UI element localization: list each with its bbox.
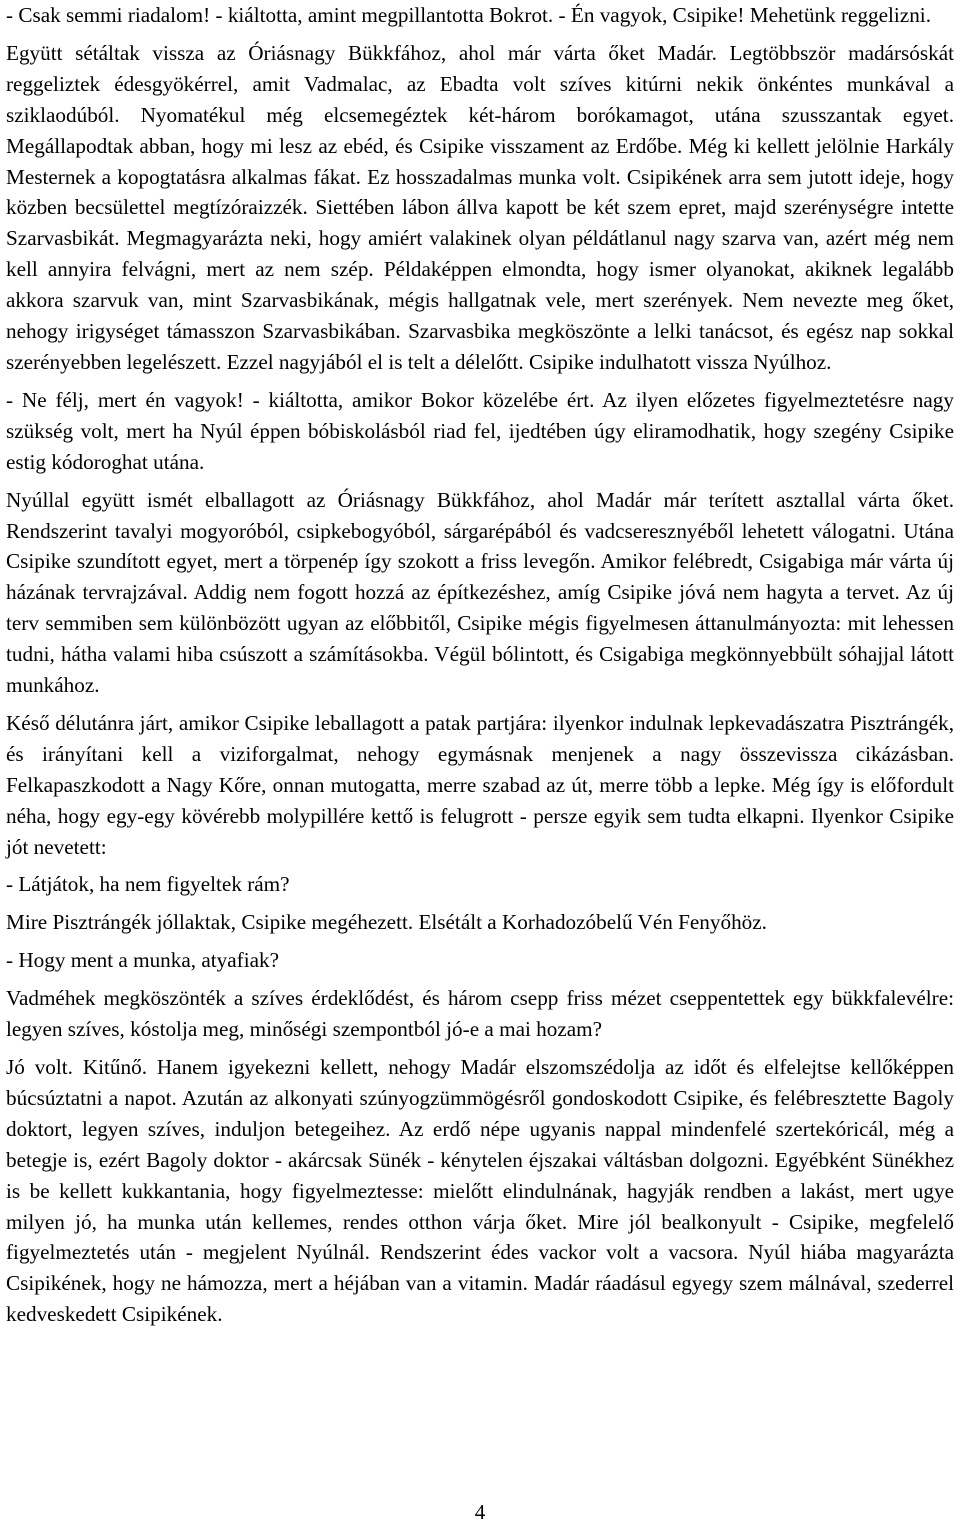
paragraph-10: Jó volt. Kitűnő. Hanem igyekezni kellett, nehogy Madár elszomszédolja az időt és elfelejtse kellőképpen búcsúztatni a napot. Azután az alkonyati szúnyogzümmögésről gondoskodott Csipike, és felébresztette Bagoly doktort, legyen szíves, induljon betegeihez. Az erdő népe ugyanis nappal mindenfelé szertekóricál, még a betegje is, ezért Bagoly doktor - akárcsak Sünék - kénytelen éjszakai váltásban dolgozni. Egyébként Sünékhez is be kellett kukkantania, hogy figyelmeztesse: mielőtt elindulnának, hagyják rendben a lakást, mert ugye milyen jó, ha munka után kellemes, rendes otthon várja őket. Mire jól bealkonyult - Csipike, megfelelő figyelmeztetés után - megjelent Nyúlnál. Rendszerint édes vackor volt a vacsora. Nyúl hiába magyarázta Csipikének, hogy ne hámozza, mert a héjában van a vitamin. Madár ráadásul egyegy szem málnával, szederrel kedveskedett Csipikének. bbox=[6, 1055, 954, 1327]
paragraph-9: Vadméhek megköszönték a szíves érdeklődést, és három csepp friss mézet cseppentettek egy bükkfalevélre: legyen szíves, kóstolja meg, minőségi szempontból jó-e a mai hozam? bbox=[6, 986, 954, 1042]
paragraph-6: - Látjátok, ha nem figyeltek rám? bbox=[6, 872, 290, 897]
paragraph-4: Nyúllal együtt ismét elballagott az Óriásnagy Bükkfához, ahol Madár már terített asztallal várta őket. Rendszerint tavalyi mogyoróból, csipkebogyóból, sárgarépából és vadcseresznyéből lehetett válogatni. Utána Csipike szundított egyet, mert a törpenép így szokott a friss levegőn. Amikor felébredt, Csigabiga már várta új házának tervrajzával. Addig nem fogott hozzá az építkezéshez, amíg Csipike jóvá nem hagyta a tervet. Az új terv semmiben sem különbözött ugyan az előbbitől, Csipike mégis figyelmesen áttanulmányozta: mit lehessen tudni, hátha valami hiba csúszott a számításokba. Végül bólintott, és Csigabiga megkönnyebbült sóhajjal látott munkához. bbox=[6, 487, 954, 698]
paragraph-7: Mire Pisztrángék jóllaktak, Csipike megéhezett. Elsétált a Korhadozóbelű Vén Fenyőhöz. bbox=[6, 910, 767, 935]
document-page bbox=[6, 0, 954, 1337]
page-number: 4 bbox=[474, 1500, 486, 1524]
paragraph-5: Késő délutánra járt, amikor Csipike leballagott a patak partjára: ilyenkor indulnak lepkevadászatra Pisztrángék, és irányítani kell a viziforgalmat, nehogy egymásnak menjenek a nagy összevissza cikázásban. Felkapaszkodott a Nagy Kőre, onnan mutogatta, merre szabad az út, merre több a lepke. Még így is előfordult néha, hogy egy-egy kövérebb molypillére kettő is felugrott - persze egyik sem tudta elkapni. Ilyenkor Csipike jót nevetett: bbox=[6, 710, 954, 859]
paragraph-2: Együtt sétáltak vissza az Óriásnagy Bükkfához, ahol már várta őket Madár. Legtöbbször madársóskát reggeliztek édesgyökérrel, amit Vadmalac, az Ebadta volt szíves kitúrni nekik önkéntes munkával a sziklaodúból. Nyomatékul még elcsemegéztek két-három borókamagot, utána szusszantak egyet. Megállapodtak abban, hogy mi lesz az ebéd, és Csipike visszament az Erdőbe. Még ki kellett jelölnie Harkály Mesternek a kopogtatásra alkalmas fákat. Ez hosszadalmas munka volt. Csipikének arra sem jutott ideje, hogy közben becsülettel megtízóraizzék. Siettében lábon állva kapott be két szem epret, majd szerénységre intette Szarvasbikát. Megmagyarázta neki, hogy amiért valakinek olyan példátlanul nagy szarva van, azért még nem kell annyira felvágni, mert az nem szép. Példaképpen elmondta, hogy ismer olyanokat, akiknek legalább akkora szarvuk van, mint Szarvasbikának, mégis hallgatnak vele, mert szerények. Nem nevezte meg őket, nehogy irigységet támasszon Szarvasbikában. Szarvasbika megköszönte a lelki tanácsot, és egész nap sokkal szerényebben legelészett. Ezzel nagyjából el is telt a délelőtt. Csipike indulhatott vissza Nyúlhoz. bbox=[6, 40, 954, 374]
paragraph-1: - Csak semmi riadalom! - kiáltotta, amint megpillantotta Bokrot. - Én vagyok, Csipike! Mehetünk reggelizni. bbox=[6, 3, 931, 27]
paragraph-3: - Ne félj, mert én vagyok! - kiáltotta, amikor Bokor közelébe ért. Az ilyen előzetes figyelmeztetésre nagy szükség volt, mert ha Nyúl éppen bóbiskolásból riad fel, ijedtében úgy eliramodhatik, hogy szegény Csipike estig kódoroghat utána. bbox=[6, 387, 954, 474]
paragraph-8: - Hogy ment a munka, atyafiak? bbox=[6, 948, 279, 973]
